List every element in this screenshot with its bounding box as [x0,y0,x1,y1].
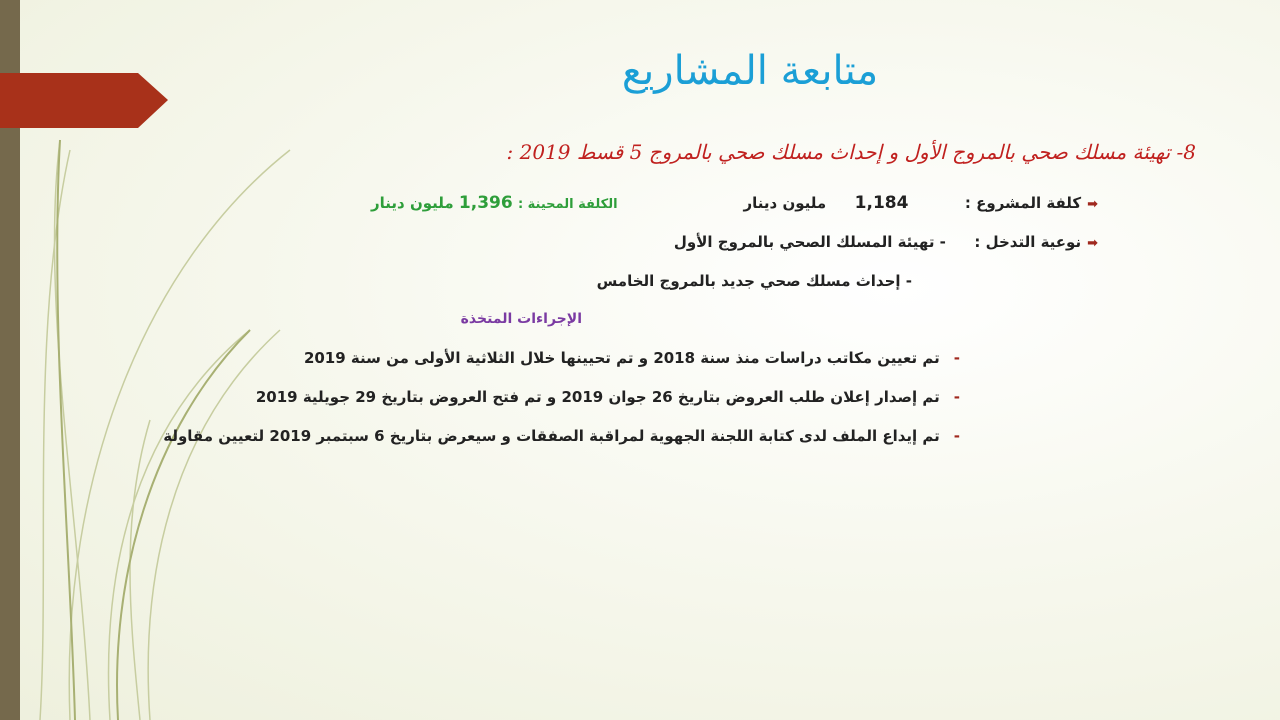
arrow-bullet-icon: ➡ [1087,236,1098,251]
action-item-2 [256,388,960,406]
slide-title: متابعة المشاريع [621,48,879,94]
title-arrow-shape [0,73,168,128]
cost-unit: مليون دينار [743,194,827,212]
intervention-row [674,233,1098,251]
actions-heading: الإجراءات المتخذة [460,311,582,327]
updated-cost-value: 1,396 [458,193,513,213]
arrow-bullet-icon: ➡ [1087,197,1098,212]
action-text-1: تم تعيين مكاتب دراسات منذ سنة 2018 و تم تحيينها خلال الثلاثية الأولى من سنة 2019 [303,349,940,367]
dash-bullet: - [953,349,960,367]
action-text-2: تم إصدار إعلان طلب العروض بتاريخ 26 جوان 2019 و تم فتح العروض بتاريخ 29 جويلية 2019 [255,388,940,406]
action-item-1 [304,349,960,367]
cost-row [744,193,1099,213]
cost-label: كلفة المشروع : [964,194,1082,212]
updated-cost [371,193,618,213]
updated-cost-label: الكلفة المحينة : [517,197,618,212]
intervention-label: نوعية التدخل : [974,233,1082,251]
action-item-3 [163,427,960,445]
action-text-3: تم إيداع الملف لدى كتابة اللجنة الجهوية لمراقبة الصفقات و سيعرض بتاريخ 6 سبتمبر 2019 لتعيين مقاولة [163,427,940,445]
cost-value: 1,184 [854,193,909,213]
project-heading: 8- تهيئة مسلك صحي بالمروج الأول و إحداث مسلك صحي بالمروج 5 قسط 2019 : [506,140,1196,164]
intervention-item-1: - تهيئة المسلك الصحي بالمروج الأول [673,233,946,251]
dash-bullet: - [953,388,960,406]
updated-cost-unit: مليون دينار [371,194,454,212]
intervention-item-2: - إحداث مسلك صحي جديد بالمروج الخامس [596,272,912,290]
dash-bullet: - [953,427,960,445]
